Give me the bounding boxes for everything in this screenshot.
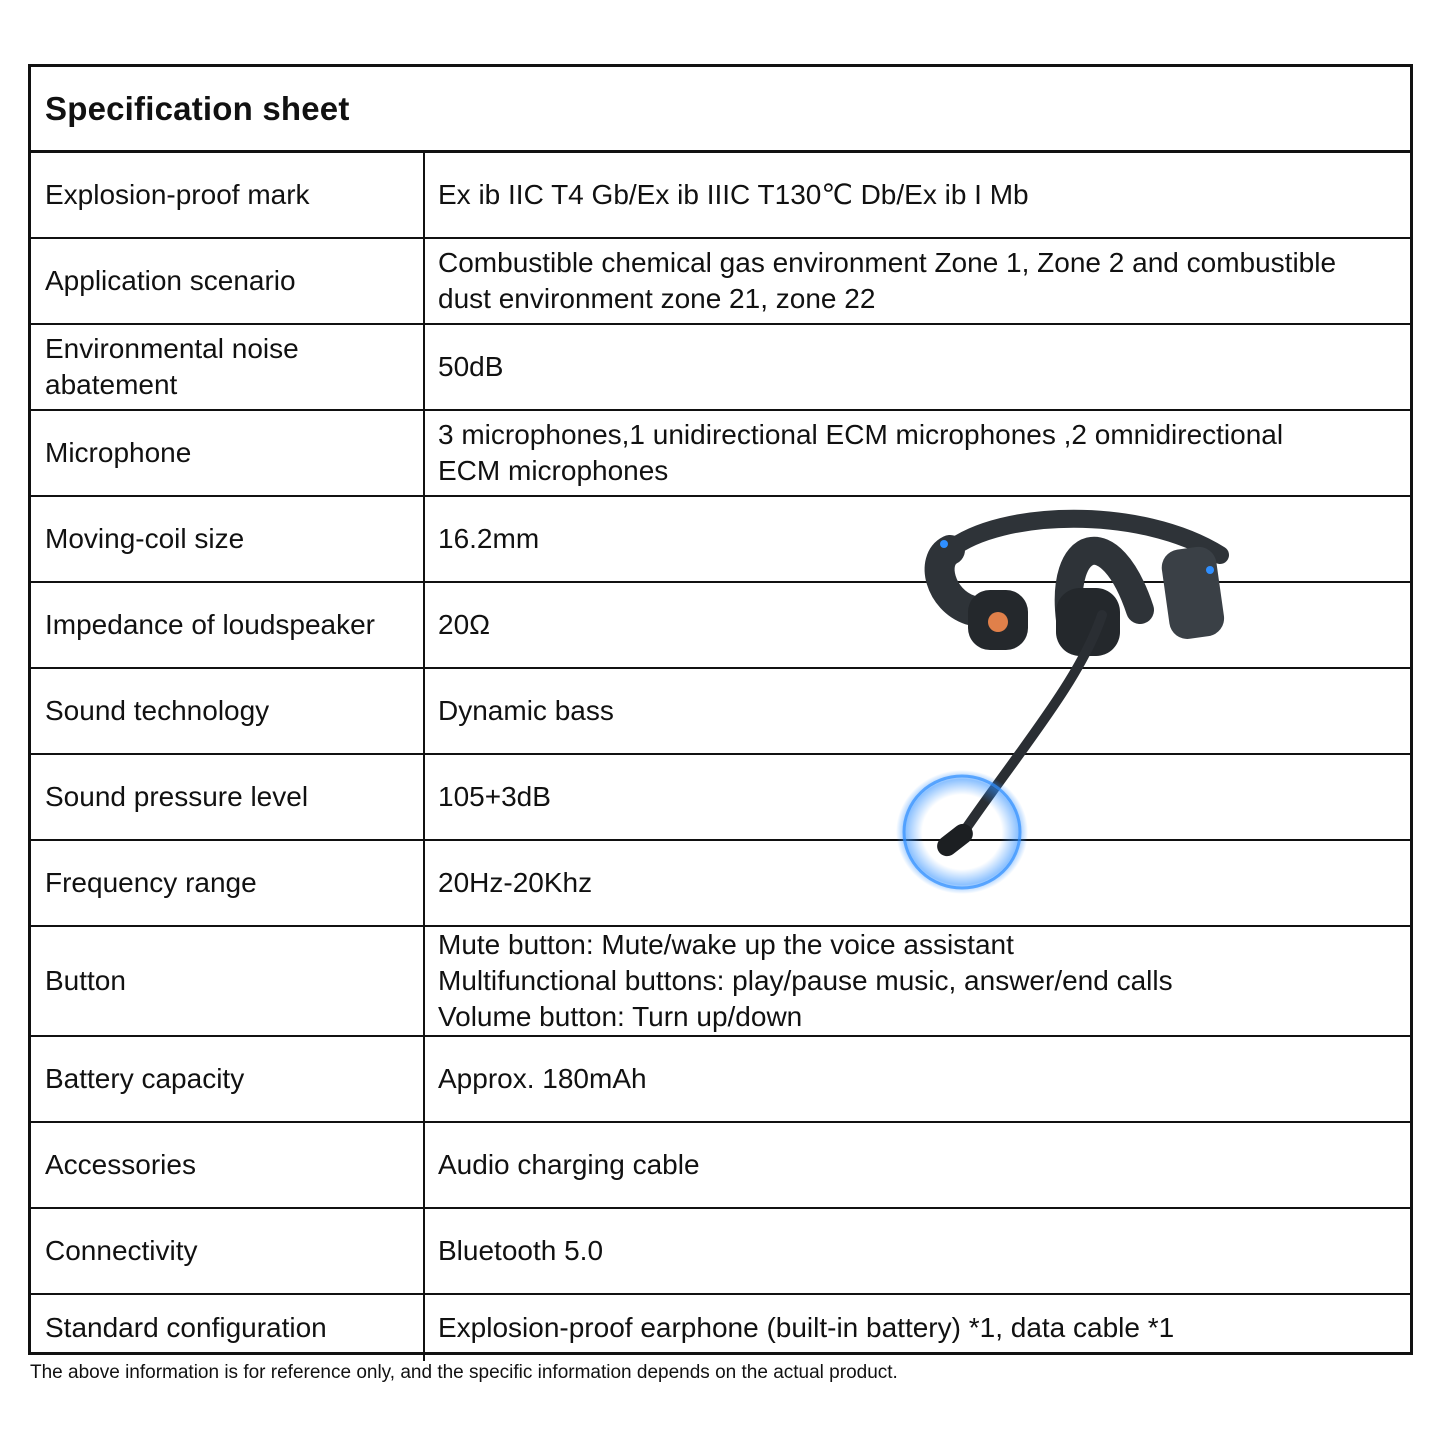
spec-label: Button <box>31 927 425 1035</box>
spec-label: Environmental noise abatement <box>31 325 425 409</box>
spec-label: Moving-coil size <box>31 497 425 581</box>
table-row <box>31 1037 1410 1123</box>
spec-label: Connectivity <box>31 1209 425 1293</box>
table-row <box>31 239 1410 325</box>
footnote: The above information is for reference only, and the specific information depends on the actual product. <box>30 1362 898 1383</box>
spec-label: Standard configuration <box>31 1295 425 1361</box>
table-title: Specification sheet <box>31 67 1410 153</box>
spec-value: 16.2mm <box>438 523 540 554</box>
spec-value: Dynamic bass <box>438 695 614 726</box>
spec-value: Bluetooth 5.0 <box>438 1235 604 1266</box>
table-row <box>31 153 1410 239</box>
table-row <box>31 1123 1410 1209</box>
spec-label: Impedance of loudspeaker <box>31 583 425 667</box>
table-row <box>31 927 1410 1037</box>
table-row <box>31 411 1410 497</box>
headset-product-image <box>880 500 1240 910</box>
spec-value: Approx. 180mAh <box>438 1063 647 1094</box>
spec-value: Audio charging cable <box>438 1149 700 1180</box>
spec-label: Frequency range <box>31 841 425 925</box>
spec-label: Battery capacity <box>31 1037 425 1121</box>
spec-value: Ex ib IIC T4 Gb/Ex ib IIIC T130℃ Db/Ex ib I Mb <box>438 179 1029 210</box>
spec-label: Application scenario <box>31 239 425 323</box>
spec-value: 50dB <box>438 351 504 382</box>
spec-value: Combustible chemical gas environment Zone 1, Zone 2 and combustible dust environment zone 21, zone 22 <box>438 247 1337 314</box>
spec-value: 3 microphones,1 unidirectional ECM microphones ,2 omnidirectional ECM microphones <box>438 419 1284 486</box>
spec-value: Explosion-proof earphone (built-in battery) *1, data cable *1 <box>438 1312 1175 1343</box>
table-row <box>31 1295 1410 1361</box>
spec-value: 105+3dB <box>438 781 551 812</box>
mic-glow-ring <box>896 770 1028 894</box>
left-ear-hook <box>940 550 970 610</box>
spec-label: Accessories <box>31 1123 425 1207</box>
spec-value: Mute button: Mute/wake up the voice assistant Multifunctional buttons: play/pause music, answer/end calls Volume button: Turn up/down <box>438 929 1173 1032</box>
table-row <box>31 325 1410 411</box>
spec-value: 20Ω <box>438 609 491 640</box>
spec-value: 20Hz-20Khz <box>438 867 593 898</box>
spec-label: Sound pressure level <box>31 755 425 839</box>
table-row <box>31 1209 1410 1295</box>
spec-label: Microphone <box>31 411 425 495</box>
spec-label: Explosion-proof mark <box>31 153 425 237</box>
spec-label: Sound technology <box>31 669 425 753</box>
